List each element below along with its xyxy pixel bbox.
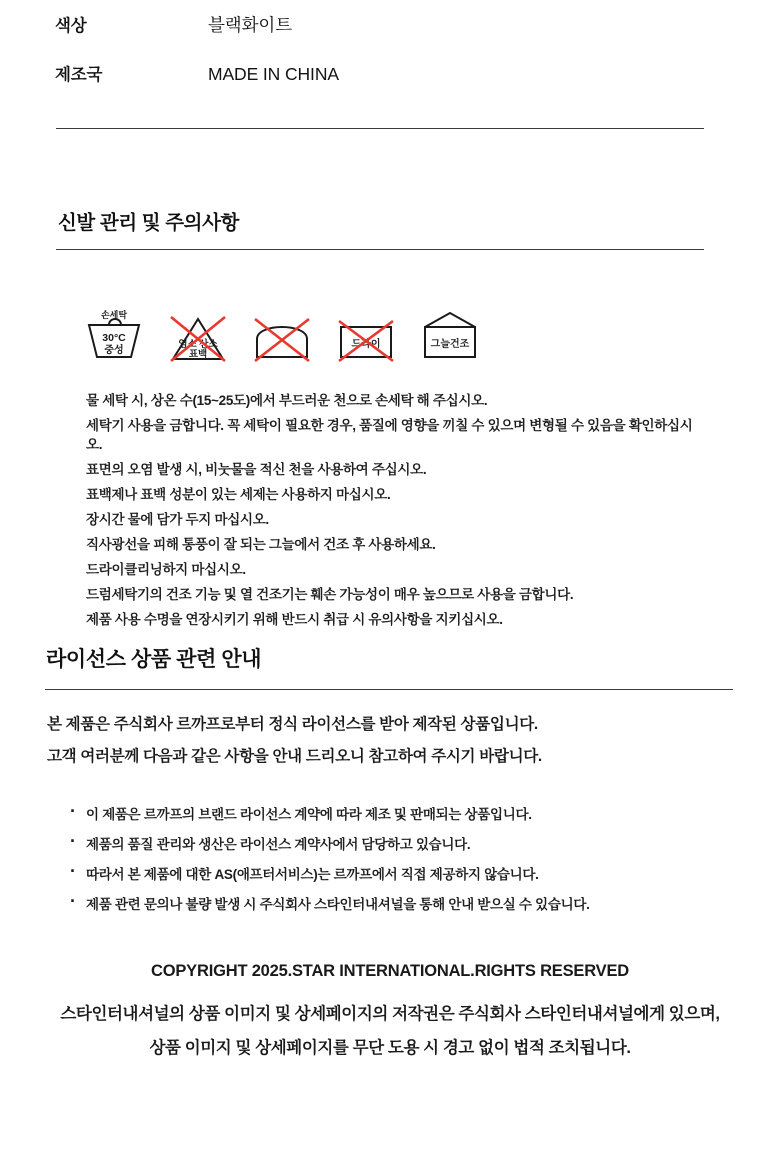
license-intro xyxy=(47,714,737,778)
care-line: 드라이클리닝하지 마십시오. xyxy=(86,562,246,577)
svg-text:30°C: 30°C xyxy=(102,332,126,344)
no-dry-clean-icon xyxy=(335,303,397,365)
table-row xyxy=(55,12,705,61)
footer xyxy=(0,962,780,1065)
no-tumble-dry-icon xyxy=(251,303,313,365)
care-instructions xyxy=(86,391,706,635)
divider xyxy=(45,689,733,690)
svg-text:염소 산소: 염소 산소 xyxy=(178,339,218,350)
copyright-text: COPYRIGHT 2025.STAR INTERNATIONAL.RIGHTS RESERVED xyxy=(151,962,629,980)
table-row xyxy=(55,61,705,110)
care-line: 장시간 물에 담가 두지 마십시오. xyxy=(86,512,269,527)
care-line: 표면의 오염 발생 시, 비눗물을 적신 천을 사용하여 주십시오. xyxy=(86,462,427,477)
divider xyxy=(56,249,704,250)
no-chlorine-bleach-icon xyxy=(167,303,229,365)
svg-text:표백: 표백 xyxy=(188,349,208,360)
svg-text:드라이: 드라이 xyxy=(351,339,381,350)
care-line: 직사광선을 피해 통풍이 잘 되는 그늘에서 건조 후 사용하세요. xyxy=(86,537,436,552)
license-intro-line: 고객 여러분께 다음과 같은 사항을 안내 드리오니 참고하여 주시기 바랍니다. xyxy=(47,748,542,765)
care-section-title: 신발 관리 및 주의사항 xyxy=(58,212,239,234)
care-line: 표백제나 표백 성분이 있는 세제는 사용하지 마십시오. xyxy=(86,487,391,502)
shade-dry-icon xyxy=(419,303,481,365)
svg-text:중성: 중성 xyxy=(104,345,124,356)
hand-wash-icon xyxy=(83,303,145,365)
spec-table xyxy=(55,12,705,110)
copyright-notice-line2: 상품 이미지 및 상세페이지를 무단 도용 시 경고 없이 법적 조치됩니다. xyxy=(149,1039,631,1057)
care-line: 제품 사용 수명을 연장시키기 위해 반드시 취급 시 유의사항을 지키십시오. xyxy=(86,612,503,627)
care-line: 드럼세탁기의 건조 기능 및 열 건조기는 훼손 가능성이 매우 높으므로 사용을 금합니다. xyxy=(86,587,574,602)
care-line: 물 세탁 시, 상온 수(15~25도)에서 부드러운 천으로 손세탁 해 주십시오. xyxy=(86,393,488,408)
spec-value: 블랙화이트 xyxy=(208,15,293,35)
list-item: · 이 제품은 르까프의 브랜드 라이선스 계약에 따라 제조 및 판매되는 상품입니다. xyxy=(64,805,744,824)
list-item: · 제품의 품질 관리와 생산은 라이선스 계약사에서 담당하고 있습니다. xyxy=(64,835,744,854)
spec-label: 제조국 xyxy=(55,66,103,84)
spec-value: MADE IN CHINA xyxy=(208,64,339,84)
copyright-notice-line1: 스타인터내셔널의 상품 이미지 및 상세페이지의 저작권은 주식회사 스타인터내셔널에게 있으며, xyxy=(60,1005,720,1023)
list-item: · 따라서 본 제품에 대한 AS(애프터서비스)는 르까프에서 직접 제공하지 않습니다. xyxy=(64,865,744,884)
divider xyxy=(56,128,704,129)
svg-text:그늘건조: 그늘건조 xyxy=(430,339,470,350)
list-item: · 제품 관련 문의나 불량 발생 시 주식회사 스타인터내셔널을 통해 안내 받으실 수 있습니다. xyxy=(64,895,744,914)
spec-label: 색상 xyxy=(55,17,87,35)
license-intro-line: 본 제품은 주식회사 르까프로부터 정식 라이선스를 받아 제작된 상품입니다. xyxy=(47,716,538,733)
svg-text:손세탁: 손세탁 xyxy=(100,310,128,320)
care-line: 세탁기 사용을 금합니다. 꼭 세탁이 필요한 경우, 품질에 영향을 끼칠 수 있으며 변형될 수 있음을 확인하십시오. xyxy=(86,418,693,452)
license-bullet-list xyxy=(64,805,744,925)
license-section-title: 라이선스 상품 관련 안내 xyxy=(46,648,262,671)
care-symbols xyxy=(83,303,481,365)
